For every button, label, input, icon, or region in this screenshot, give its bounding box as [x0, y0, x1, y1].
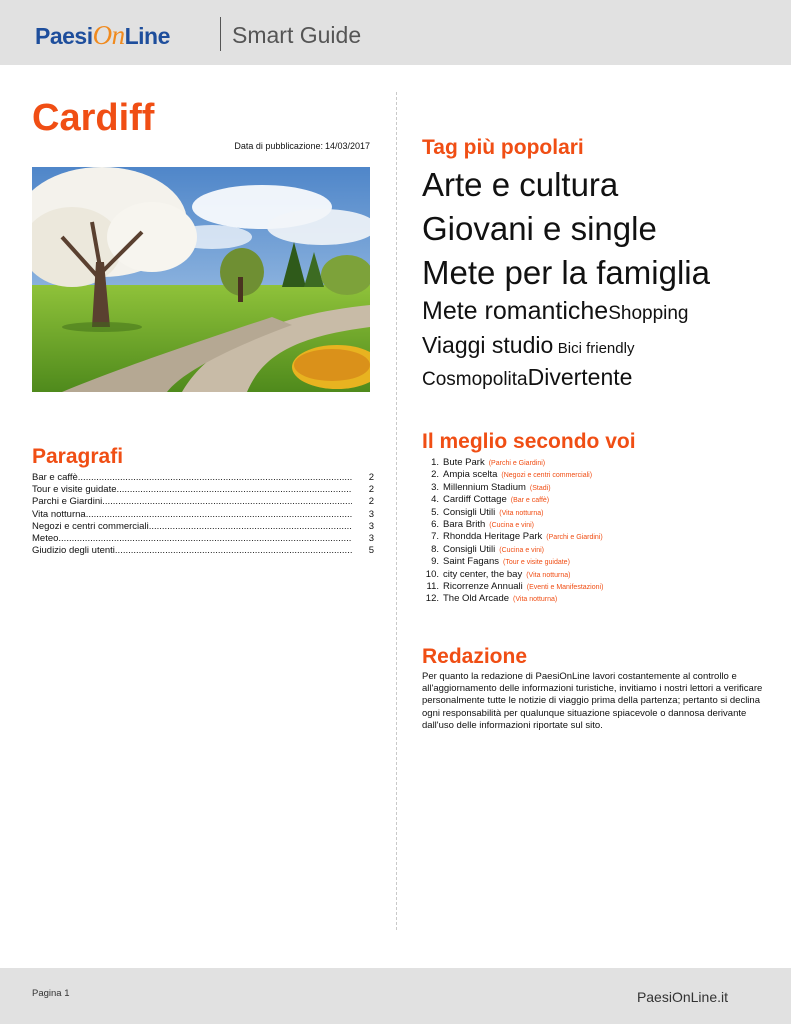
list-item[interactable]	[422, 457, 767, 469]
tag-giovani-e-single[interactable]: Giovani e single	[422, 210, 657, 247]
item-category: (Cucina e vini)	[489, 521, 534, 529]
best-heading: Il meglio secondo voi	[422, 430, 636, 453]
item-number: 5.	[431, 506, 439, 518]
redazione-disclaimer: Per quanto la redazione di PaesiOnLine lavori costantemente al controllo e all'aggiornamento delle informazioni turistiche, invitiamo i nostri lettori a verificare personalmente tutte le notizie di viaggio prima della partenza; pertanto si declina ogni responsabilità per qualunque situazione spiacevole o dannosa derivante dall'uso delle informazioni riportate sul sito.	[422, 671, 763, 731]
item-number: 11.	[426, 580, 439, 592]
toc-label: Giudizio degli utenti	[32, 545, 115, 557]
list-item[interactable]	[422, 531, 767, 543]
toc-page: 2	[368, 472, 374, 483]
item-number: 10.	[425, 568, 439, 580]
list-item[interactable]	[422, 494, 767, 506]
item-name: Bute Park	[443, 457, 485, 468]
item-category: (Vita notturna)	[499, 509, 544, 517]
header-band	[0, 0, 791, 65]
footer-band	[0, 968, 791, 1024]
item-number: 12.	[425, 593, 439, 605]
item-name: city center, the bay	[443, 568, 523, 580]
tag-bici-friendly[interactable]: Bici friendly	[557, 340, 635, 357]
tag-mete-per-la-famiglia[interactable]: Mete per la famiglia	[422, 254, 710, 291]
toc-leader	[86, 509, 352, 520]
toc-leader	[149, 521, 352, 532]
toc-page: 3	[368, 508, 374, 520]
item-name: Saint Fagans	[443, 556, 499, 568]
column-divider	[396, 92, 397, 930]
page-number: Pagina 1	[32, 988, 70, 999]
item-number: 9.	[431, 556, 439, 568]
item-category: (Stadi)	[529, 484, 551, 492]
list-item[interactable]	[422, 482, 767, 494]
item-category: (Negozi e centri commerciali)	[501, 472, 593, 480]
toc-row[interactable]	[32, 545, 374, 557]
list-item[interactable]	[422, 544, 767, 556]
toc-page: 3	[368, 520, 374, 532]
tag-cosmopolita[interactable]: Cosmopolita	[422, 369, 528, 390]
item-category: (Bar e caffè)	[510, 497, 550, 505]
tag-cloud	[422, 163, 767, 395]
item-name: Ampia scelta	[443, 469, 498, 481]
toc-label: Vita notturna	[32, 508, 86, 520]
toc-leader	[102, 496, 352, 507]
logo-wordmark	[35, 20, 170, 51]
publication-date	[32, 141, 370, 151]
toc-label: Tour e visite guidate	[32, 484, 117, 496]
item-name: Bara Brith	[443, 518, 486, 530]
park-photo-illustration	[32, 167, 370, 392]
item-number: 4.	[431, 494, 439, 506]
item-name: Millennium Stadium	[443, 481, 526, 493]
tag-viaggi-studio[interactable]: Viaggi studio	[422, 332, 554, 358]
logo-part-2: On	[92, 20, 125, 50]
toc-row[interactable]	[32, 472, 374, 484]
pubdate-value: 14/03/2017	[324, 141, 370, 151]
item-category: (Vita notturna)	[526, 571, 571, 579]
item-name: The Old Arcade	[443, 593, 510, 605]
toc-page: 2	[368, 484, 374, 496]
toc-page: 5	[368, 545, 374, 557]
tag-shopping[interactable]: Shopping	[608, 303, 689, 324]
list-item[interactable]	[422, 519, 767, 531]
tag-divertente[interactable]: Divertente	[527, 364, 633, 390]
item-name: Consigli Utili	[443, 506, 496, 518]
paragrafi-toc	[32, 472, 374, 557]
redazione-heading: Redazione	[422, 645, 528, 668]
paragrafi-heading: Paragrafi	[32, 445, 124, 468]
item-number: 7.	[431, 531, 439, 543]
toc-leader	[117, 484, 353, 495]
item-number: 3.	[431, 481, 439, 493]
toc-leader	[58, 533, 352, 544]
list-item[interactable]	[422, 593, 767, 605]
item-category: (Vita notturna)	[513, 596, 558, 604]
item-number: 1.	[431, 457, 439, 468]
toc-label: Parchi e Giardini	[32, 496, 103, 508]
hero-photo	[32, 167, 370, 392]
toc-page: 2	[368, 496, 374, 508]
list-item[interactable]	[422, 581, 767, 593]
page-title: Cardiff	[32, 97, 155, 139]
item-name: Cardiff Cottage	[443, 494, 507, 506]
logo-part-3: Line	[124, 23, 170, 49]
toc-row[interactable]	[32, 484, 374, 496]
tags-heading: Tag più popolari	[422, 136, 584, 159]
toc-row[interactable]	[32, 509, 374, 521]
item-name: Consigli Utili	[443, 543, 496, 555]
toc-label: Negozi e centri commerciali	[32, 520, 149, 532]
item-number: 2.	[431, 469, 439, 481]
item-name: Ricorrenze Annuali	[443, 580, 523, 592]
toc-leader	[115, 545, 352, 556]
best-list	[422, 457, 767, 606]
item-category: (Cucina e vini)	[499, 546, 545, 554]
item-category: (Parchi e Giardini)	[546, 534, 603, 542]
item-category: (Parchi e Giardini)	[488, 460, 546, 467]
toc-row[interactable]	[32, 496, 374, 508]
list-item[interactable]	[422, 469, 767, 481]
list-item[interactable]	[422, 569, 767, 581]
item-category: (Tour e visite guidate)	[502, 559, 570, 567]
list-item[interactable]	[422, 507, 767, 519]
logo-part-1: Paesi	[35, 23, 93, 49]
item-category: (Eventi e Manifestazioni)	[526, 583, 604, 591]
toc-row[interactable]	[32, 521, 374, 533]
item-number: 8.	[431, 543, 439, 555]
tag-arte-e-cultura[interactable]: Arte e cultura	[422, 166, 619, 203]
tag-mete-romantiche[interactable]: Mete romantiche	[422, 297, 609, 325]
header-divider	[220, 17, 221, 51]
toc-row[interactable]	[32, 533, 374, 545]
pubdate-label: Data di pubblicazione:	[234, 141, 323, 151]
paesionline-logo[interactable]	[35, 14, 200, 56]
toc-label: Meteo	[32, 532, 59, 544]
item-name: Rhondda Heritage Park	[443, 531, 543, 543]
toc-leader	[78, 472, 352, 483]
footer-site-link[interactable]: PaesiOnLine.it	[636, 989, 728, 1005]
toc-label: Bar e caffè	[32, 472, 78, 483]
toc-page: 3	[368, 532, 374, 544]
list-item[interactable]	[422, 556, 767, 568]
header-subtitle: Smart Guide	[232, 22, 362, 48]
item-number: 6.	[431, 518, 439, 530]
